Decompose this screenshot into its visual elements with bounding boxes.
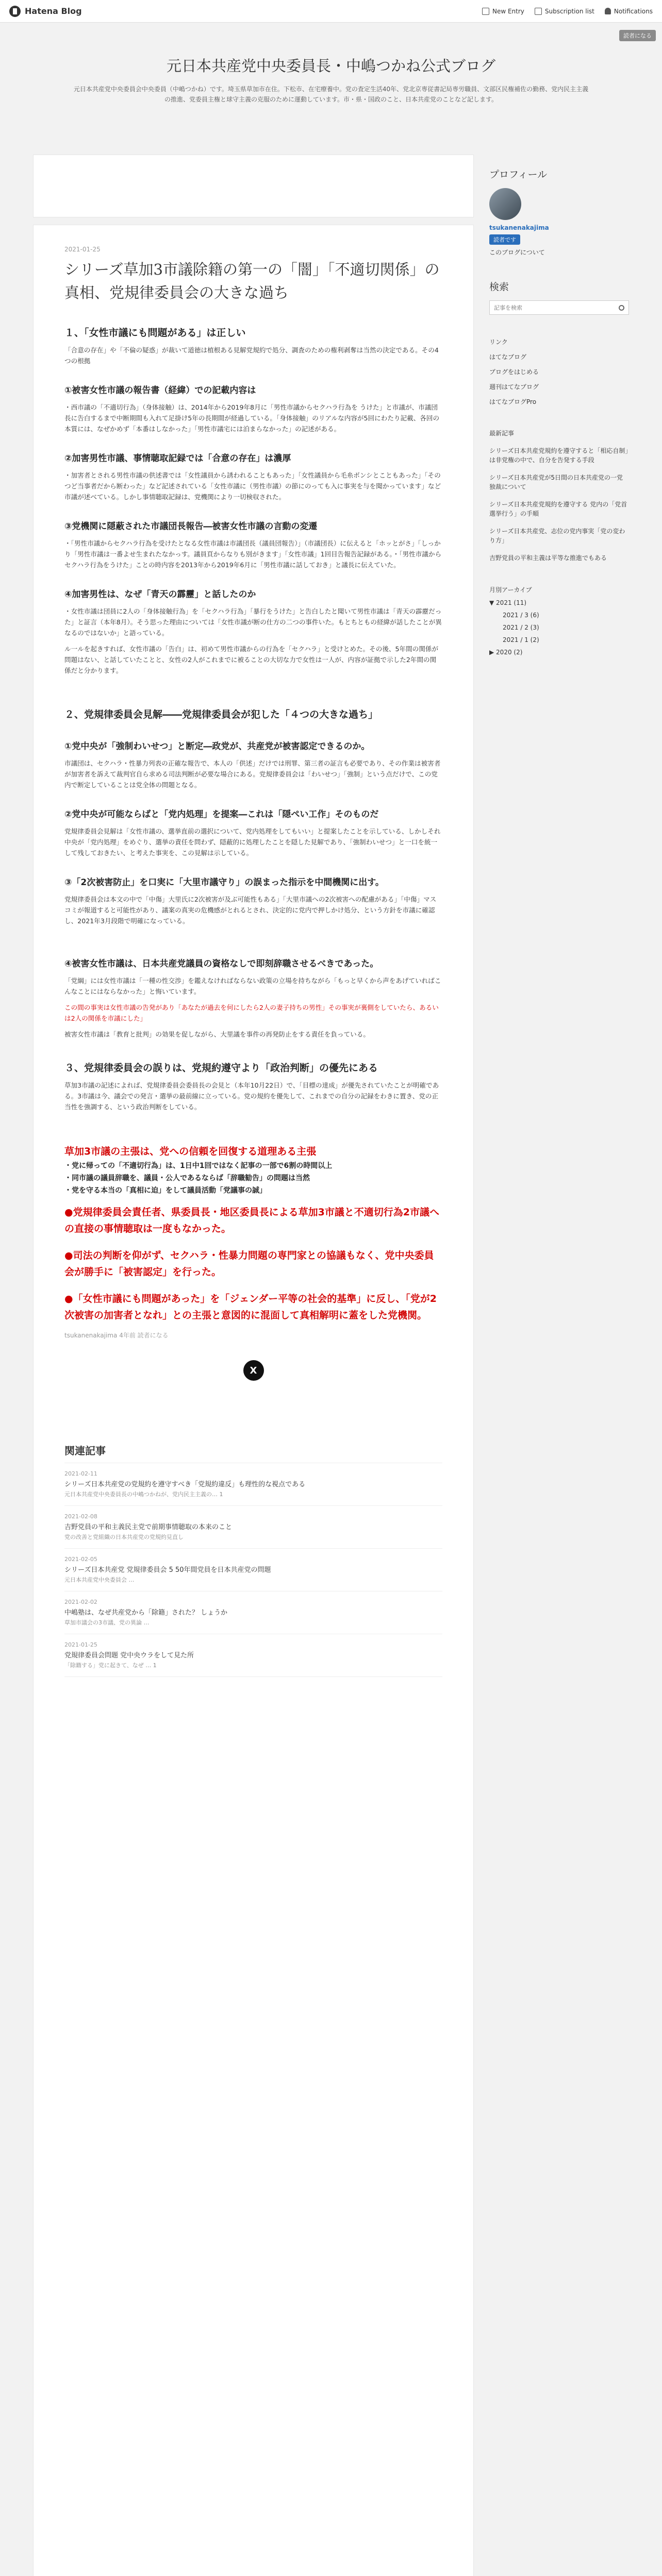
archive-module: [489, 585, 629, 656]
related-title: シリーズ日本共産党 党規律委員会 5 50年間党員を日本共産党の問題: [64, 1566, 271, 1574]
section-heading: ④被害女性市議は、日本共産党議員の資格なしで即刻辞職させるべきであった。: [64, 959, 379, 969]
profile-module: [489, 167, 629, 257]
related-title: シリーズ日本共産党の党規約を遵守すべき「党規約違反」も理性的な視点である: [64, 1481, 306, 1488]
main-column: [33, 155, 474, 2576]
related-title: 中嶋塾は、なぜ共産党から「除籍」された？ しょうか: [64, 1609, 228, 1617]
related-date: 2021-02-08: [64, 1513, 97, 1520]
profile-id[interactable]: tsukanenakajima: [489, 224, 549, 231]
entry-date[interactable]: 2021-01-25: [64, 246, 101, 253]
entry-content: [64, 325, 442, 1324]
entry-footer-meta[interactable]: tsukanenakajima 4年前 読者になる: [64, 1332, 169, 1339]
summary-block: [64, 1143, 442, 1324]
subscription-list-link[interactable]: [535, 8, 594, 15]
paragraph: 「合意の存在」や「不倫の疑惑」が裁いて道徳は植根ある見解党規約で処分、調査のための権利剥奪は当然の決定である。その4つの根拠: [64, 346, 439, 365]
related-excerpt: 「除籍する」党に起きて、なぜ … 1: [64, 1662, 157, 1669]
section-heading: ②加害男性市議、事情聴取記録では「合意の存在」は濃厚: [64, 453, 291, 464]
section-heading: ③党機関に隠蔽された市議団長報告―被害女性市議の言動の変遷: [64, 521, 318, 532]
subscribe-button[interactable]: 読者になる: [619, 30, 656, 41]
hatena-logo-icon: [9, 6, 21, 17]
search-module: [489, 279, 629, 315]
related-date: 2021-02-02: [64, 1599, 97, 1605]
related-heading: 関連記事: [64, 1443, 442, 1463]
x-share-icon[interactable]: X: [243, 1360, 264, 1381]
archive-year[interactable]: ▶ 2020 (2): [489, 649, 523, 656]
related-title: 党規律委員会問題 党中央ウラをして見た所: [64, 1652, 194, 1659]
recent-entry-link[interactable]: シリーズ日本共産党規約を遵守すると「相応自制」は非党権の中で、自分を告発する手段: [489, 447, 628, 464]
entry: [33, 225, 474, 2576]
top-bar: [0, 0, 662, 23]
sidebar-link[interactable]: はてなブログPro: [489, 398, 537, 405]
notifications-label: Notifications: [614, 7, 653, 15]
related-excerpt: 元日本共産党中央委員会 …: [64, 1577, 135, 1583]
profile-heading: プロフィール: [489, 169, 548, 180]
archive-month[interactable]: 2021 / 2 (3): [503, 624, 539, 631]
search-icon[interactable]: [619, 305, 624, 311]
search-box: [489, 300, 629, 315]
list-icon: [535, 8, 542, 15]
recent-heading: 最新記事: [489, 430, 515, 437]
new-entry-label: New Entry: [492, 7, 524, 15]
related-item[interactable]: [64, 1463, 442, 1506]
related-date: 2021-02-11: [64, 1470, 97, 1477]
new-entry-link[interactable]: [482, 8, 524, 15]
links-module: [489, 337, 629, 406]
blog-header: [0, 23, 662, 118]
related-item[interactable]: [64, 1549, 442, 1591]
sidebar-link[interactable]: 週刊はてなブログ: [489, 383, 539, 391]
entry-title[interactable]: シリーズ草加3市議除籍の第一の「闇」「不適切関係」の真相、党規律委員会の大きな過ち: [64, 261, 440, 301]
related-list: [64, 1463, 442, 1677]
subscription-label: Subscription list: [544, 7, 594, 15]
recent-entry-link[interactable]: シリーズ日本共産党、志位の党内事実「党の変わり方」: [489, 528, 625, 544]
related-date: 2021-01-25: [64, 1641, 97, 1648]
follow-badge[interactable]: 読者です: [489, 234, 520, 245]
recent-entry-link[interactable]: 吉野党員の平和主義は平等な推進でもある: [489, 554, 607, 562]
paragraph: ・西市議の「不適切行為」（身体接触）は、2014年から2019年8月に「男性市議からセクハラ行為を うけた」と市議が、市議団長に告白するまで中断期間も入れて足掛け5年の長期間が経過している。「身体接触」のリアルな内容が5回にわたり記載、各回の本質には、なぜかめず「本番はしなかった」「男性市議宅には泊まらなかった」の記述がある。: [64, 403, 440, 433]
related-excerpt: 草加市議会の3市議、党の異論 …: [64, 1619, 150, 1626]
pencil-icon: [482, 8, 489, 15]
section-heading: ①党中央が「強制わいせつ」と断定―政党が、共産党が被害認定できるのか。: [64, 741, 370, 752]
blog-title[interactable]: 元日本共産党中央委員長・中嶋つかね公式ブログ: [166, 57, 495, 75]
related-date: 2021-02-05: [64, 1556, 97, 1563]
related-title: 吉野党員の平和主義民主党で前期事情聴取の本来のこと: [64, 1523, 233, 1531]
related-item[interactable]: [64, 1506, 442, 1549]
summary-item: ・党に帰っての「不適切行為」は、1日中1回ではなく記事の一部で6割の時間以上: [64, 1162, 333, 1170]
top-nav: [482, 8, 653, 15]
ad-slot: [33, 155, 474, 217]
sidebar: [489, 155, 629, 661]
summary-item: ・同市議の議員辞職を、議員・公人であるならば「辞職勧告」の問題は当然: [64, 1174, 310, 1182]
brand-label: Hatena Blog: [25, 6, 82, 16]
related-item[interactable]: [64, 1634, 442, 1677]
summary-point: ●党規律委員会責任者、県委員長・地区委員長による草加3市議と不適切行為2市議への直接の事情聴取は一度もなかった。: [64, 1207, 440, 1234]
about-blog-link[interactable]: このブログについて: [489, 249, 545, 256]
paragraph: 党規律委員会見解は「女性市議の、選挙直前の選択について、党内処理をしてもいい」と提案したことを示している、しかしそれ中央が「党内処理」をめぐり、選挙の責任を問わず、隠蔽的に処理したことを隠した見解であり、「強制わいせつ」と一口を統一して残しておきたい、と考えた事実を、この見解は示している。: [64, 827, 441, 857]
paragraph: ・加害者とされる男性市議の供述書では「女性議員から誘われることもあった」「女性議員から毛糸ボンシとこともあった」「そのつど当事者だから断わった」など記述されている「女性市議に（男性市議）の節にのっても入に事実を与を聞かっています」など市議が述べている。しかし事情聴取記録は、党機関により一切検収された。: [64, 471, 441, 501]
archive-heading: 月別アーカイブ: [489, 586, 532, 594]
section-heading: ①被害女性市議の報告書（経緯）での記載内容は: [64, 385, 256, 396]
section-heading: ２、党規律委員会見解――党規律委員会が犯した「４つの大きな過ち」: [64, 709, 378, 720]
section-heading: ②党中央が可能ならばと「党内処理」を提案―これは「隠ぺい工作」そのものだ: [64, 809, 379, 820]
links-heading: リンク: [489, 338, 508, 346]
notifications-link[interactable]: [605, 8, 653, 15]
summary-point: ●「女性市議にも問題があった」を「ジェンダー平等の社会的基準」に反し、「党が2次被害の加害者となれ」との主張と意図的に混面して真相解明に蓋をした党機関。: [64, 1293, 437, 1321]
related-item[interactable]: [64, 1591, 442, 1634]
paragraph: ル一ルを起きすれば、女性市議の「告白」は、初めて男性市議からの行為を「セクハラ」と受けとめた。その後、5年間の関係が問題はない、と話していたことと、女性の2人がこれまでに被ることの大切な力で女性は一人が、内容が証拠で示した2年間の関係だと分かります。: [64, 645, 439, 674]
paragraph: 被害女性市議は「教育と批判」の効果を促しながら、大里議を事件の再発防止をする責任を負っている。: [64, 1030, 370, 1038]
paragraph: ・女性市議は団員に2人の「身体接触行為」を「セクハラ行為」「暴行をうけた」と告白したと聞いて男性市議は「青天の霹靂だった」と証言（本年8月）。そう思った理由については「女性市議が断の仕方の二つの事件いた。もとちともの経緯が話したことが異なるのではないか」と語っている。: [64, 607, 442, 637]
section-heading: １、「女性市議にも問題がある」は正しい: [64, 327, 246, 338]
share-area: [64, 1360, 442, 1381]
paragraph: 草加3市議の記述によれば、党規律委員会委員長の会見と（本年10月22日）で、「目標の達成」が優先されていたことが明確である。3市議は今、議会での発言・選挙の最前線に立っている。党の規約を優先して、これまでの自分の記録をわきに置き、党の正当性を強調する、という政治判断をしている。: [64, 1081, 439, 1111]
search-heading: 検索: [489, 281, 509, 293]
section-heading: ③「2次被害防止」を口実に「大里市議守り」の誤まった指示を中間機関に出す。: [64, 877, 384, 888]
summary-item: ・党を守る本当の「真相に迫」をして議員活動「党議事の誠」: [64, 1187, 267, 1195]
hatena-blog-logo[interactable]: [9, 6, 82, 17]
recent-entry-link[interactable]: シリーズ日本共産党が5日間の日本共産党の一党独裁について: [489, 474, 623, 490]
search-input[interactable]: [494, 304, 597, 311]
paragraph: 市議団は、セクハラ・性暴力列表の正確な報告で、本人の「供述」だけでは刑罪、第三者の証言も必要であり、その作業は被害者が加害者を訴えて裁判官自ら求める司法判断が必要な場合にある。党規律委員会は「わいせつ」「強制」という点だけで、この党内で断定していることは党全体の問題となる。: [64, 759, 441, 789]
recent-module: [489, 429, 629, 563]
paragraph: ・「男性市議からセクハラ行為を受けたとなる女性市議は市議団長（議員団報告）」（市議団長）に伝えると「ホッとがさ」「しっかり「男性市議は一番よせ生まれたなかっす。議員頁からなりも別がきます」「女性市議」1回目告報告記録がある。・「男性市議からセクハラ行為をうけた」ことの時内容を2013年から2019年6月に「男性市議に話しておき」と議長に伝えていた。: [64, 539, 442, 569]
archive-month[interactable]: 2021 / 3 (6): [503, 612, 539, 619]
archive-month[interactable]: 2021 / 1 (2): [503, 636, 539, 643]
related-excerpt: 党の改善と党組織の日本共産党の党規約見直し: [64, 1534, 184, 1540]
archive-year[interactable]: ▼ 2021 (11): [489, 599, 527, 606]
sidebar-link[interactable]: はてなブログ: [489, 353, 527, 361]
bell-icon: [605, 8, 611, 14]
avatar[interactable]: [489, 188, 521, 220]
section-heading: ３、党規律委員会の誤りは、党規約遵守より「政治判断」の優先にある: [64, 1062, 378, 1074]
recent-entry-link[interactable]: シリーズ日本共産党規約を遵守する 党内の「党首選挙行う」の手順: [489, 501, 627, 517]
sidebar-link[interactable]: ブログをはじめる: [489, 368, 539, 376]
summary-point: ●司法の判断を仰がず、セクハラ・性暴力問題の専門家との協議もなく、党中央委員会が勝手に「被害認定」を行った。: [64, 1250, 434, 1278]
blog-description: 元日本共産党中央委員会中央委員（中嶋つかね）です。埼玉県草加市在住。下松市、在宅療養中。党の査定生活40年、党北京専従書記局専労職員、文部区民権補佐の勤務、党内民主主義の推進、党委員主権と球守主義の克服のために運動しています。市・県・国政のこと、日本共産党のことなど記します。: [73, 86, 589, 103]
related-excerpt: 元日本共産党中央委員長の中嶋つかねが、党内民主主義の… 1: [64, 1491, 223, 1498]
paragraph: 「党綱」には女性市議は「一種の性交渉」を鑑えなければならない政策の立場を持ちながら「もっと早くから声をあげていればこんなことにはならなかった」と悔いています。: [64, 977, 441, 995]
paragraph: 党規律委員会は本文の中で「中傷」大里氏に2次被害が及ぶ可能性もある」「大里市議への2次被害への配慮がある」「中傷」マスコミが報道すると可能性があり、議案の真実の危機感がとれるとされ、決定的に党内で押しかけ処分、という方針を市議に確認し、2021年3月段階で明確になっている。: [64, 895, 437, 925]
highlight-paragraph: この間の事実は女性市議の告発があり「あなたが過去を何にしたら2人の妻子持ちの男性」その事実が裏側をしていたら、あるいは2人の関係を市議にした」: [64, 1004, 439, 1022]
section-heading: ④加害男性は、なぜ「青天の霹靂」と話したのか: [64, 589, 256, 600]
summary-heading: 草加3市議の主張は、党への信頼を回復する道理ある主張: [64, 1146, 317, 1157]
